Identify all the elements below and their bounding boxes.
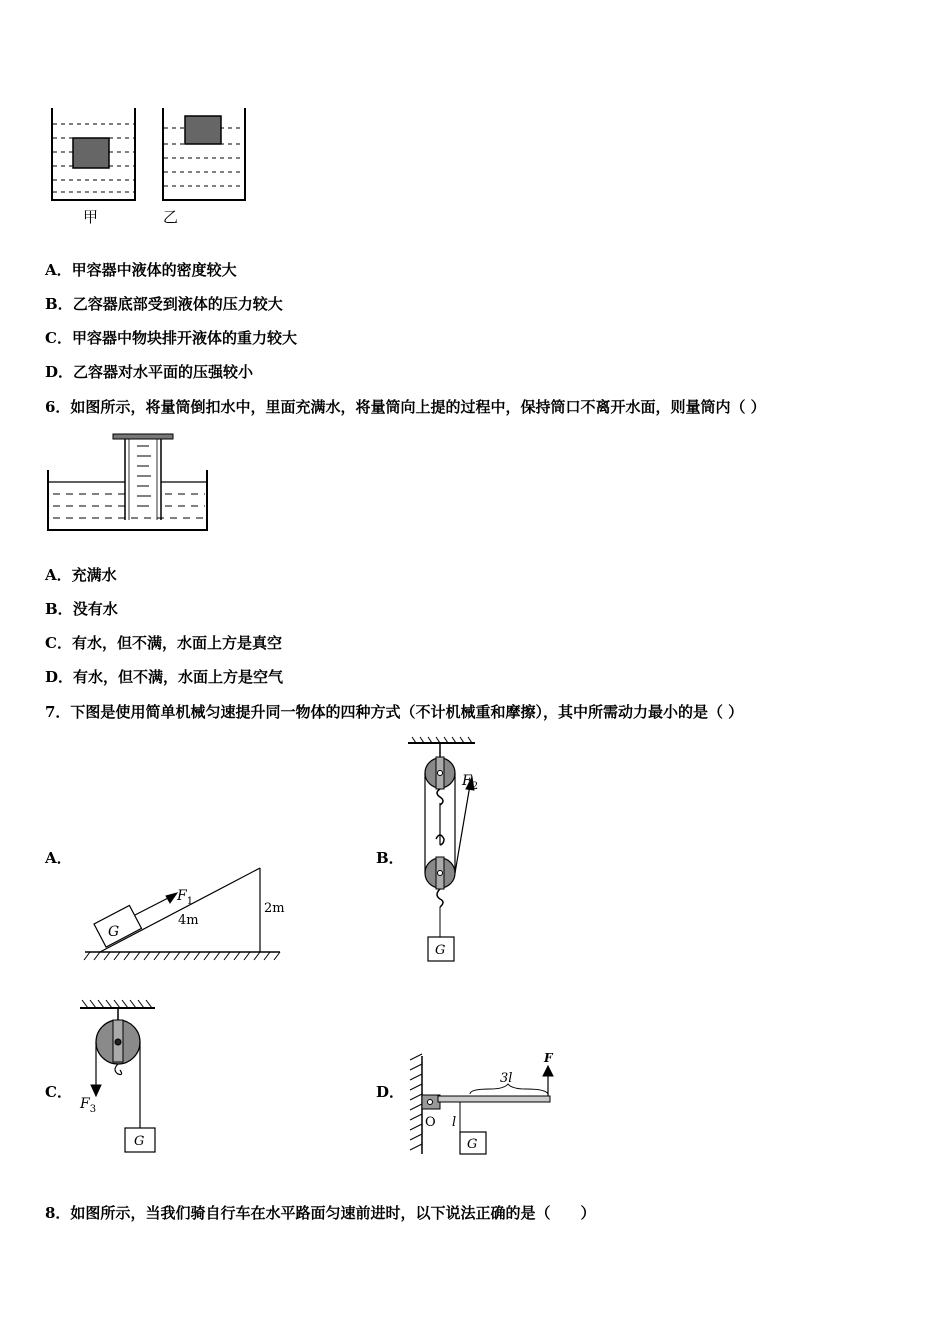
q7-option-d-letter[interactable]: D． bbox=[376, 1083, 405, 1101]
fig-d-long-arm: 3l bbox=[500, 1071, 513, 1086]
q5-option-a[interactable]: A．甲容器中液体的密度较大 bbox=[45, 261, 237, 279]
q6-cylinder-figure bbox=[45, 430, 210, 538]
q6-option-d[interactable]: D．有水，但不满，水面上方是空气 bbox=[45, 668, 284, 686]
fig-c-force: $F_3$ bbox=[80, 1096, 97, 1115]
q8-stem: 8．如图所示，当我们骑自行车在水平路面匀速前进时，以下说法正确的是（ ） bbox=[45, 1204, 596, 1222]
q7-fig-b-pulley-block bbox=[400, 735, 500, 965]
q7-fig-c-fixed-pulley bbox=[70, 990, 180, 1160]
q7-fig-a-incline bbox=[80, 860, 285, 970]
fig-a-weight: G bbox=[108, 924, 120, 940]
q5-option-b[interactable]: B．乙容器底部受到液体的压力较大 bbox=[45, 295, 283, 313]
label-jia: 甲 bbox=[83, 208, 99, 226]
fig-a-height: 2m bbox=[264, 901, 285, 916]
q7-fig-d-lever bbox=[400, 1050, 575, 1160]
q6-option-c[interactable]: C．有水，但不满，水面上方是真空 bbox=[45, 634, 282, 652]
q7-option-c-letter[interactable]: C． bbox=[45, 1083, 72, 1101]
q7-option-a-letter[interactable]: A． bbox=[45, 849, 72, 867]
fig-d-pivot: O bbox=[425, 1115, 436, 1130]
fig-b-weight: G bbox=[435, 943, 446, 958]
q6-option-b[interactable]: B．没有水 bbox=[45, 600, 118, 618]
q7-stem: 7．下图是使用简单机械匀速提升同一物体的四种方式（不计机械重和摩擦），其中所需动力最小的是（ ） bbox=[45, 703, 744, 721]
fig-d-force: F bbox=[544, 1051, 553, 1065]
q5-option-d[interactable]: D．乙容器对水平面的压强较小 bbox=[45, 363, 254, 381]
fig-d-weight: G bbox=[467, 1137, 478, 1152]
fig-c-weight: G bbox=[134, 1134, 145, 1149]
fig-a-slope-length: 4m bbox=[178, 913, 199, 928]
fig-d-short-arm: l bbox=[452, 1115, 457, 1130]
label-yi: 乙 bbox=[163, 208, 179, 226]
q7-option-b-letter[interactable]: B． bbox=[376, 849, 404, 867]
container-yi bbox=[163, 108, 245, 200]
fig-b-force: $F_2$ bbox=[462, 773, 479, 792]
q6-option-a[interactable]: A．充满水 bbox=[45, 566, 117, 584]
q5-option-c[interactable]: C．甲容器中物块排开液体的重力较大 bbox=[45, 329, 297, 347]
q5-containers-figure bbox=[45, 100, 255, 230]
container-jia bbox=[52, 108, 135, 200]
q6-stem: 6．如图所示，将量筒倒扣水中，里面充满水，将量筒向上提的过程中，保持筒口不离开水面，则量筒内（ ） bbox=[45, 398, 766, 416]
fig-a-force: $F_1$ bbox=[177, 888, 194, 907]
